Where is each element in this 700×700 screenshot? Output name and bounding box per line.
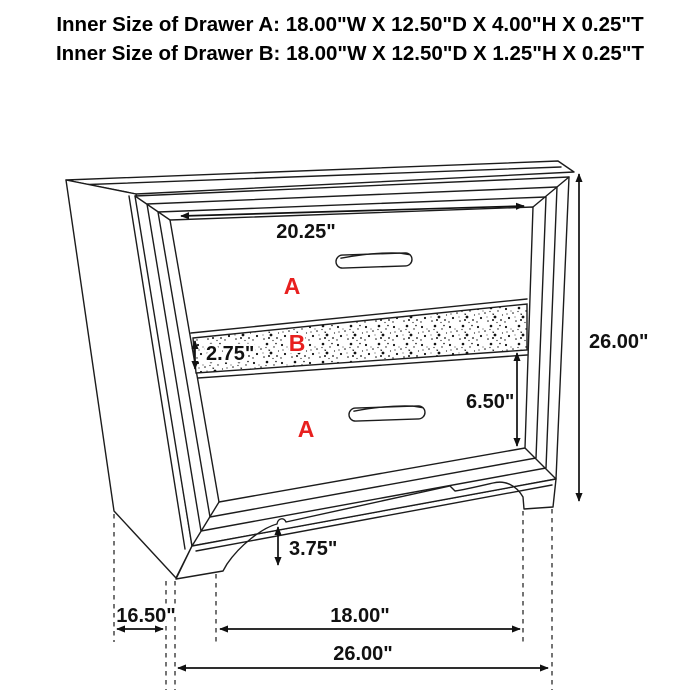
header-line-drawer-a: Inner Size of Drawer A: 18.00"W X 12.50"D X 4.00"H X 0.25"T xyxy=(56,13,644,36)
label-bottom-inner-height: 6.50" xyxy=(466,391,515,413)
drawer-a-bottom-handle xyxy=(349,405,425,421)
drawer-a-top-label: A xyxy=(283,273,301,299)
header-line-drawer-b: Inner Size of Drawer B: 18.00"W X 12.50"D X 1.25"H X 0.25"T xyxy=(55,42,645,65)
label-inner-bottom-width: 18.00" xyxy=(330,605,390,627)
label-middle-drawer-height: 2.75" xyxy=(206,343,255,365)
drawer-a-bottom-label: A xyxy=(297,416,315,442)
label-side-depth: 16.50" xyxy=(116,605,176,627)
drawer-b-label: B xyxy=(288,330,306,356)
label-overall-height: 26.00" xyxy=(589,331,649,353)
drawer-a-top-handle xyxy=(336,252,412,268)
label-leg-height: 3.75" xyxy=(289,538,338,560)
label-inner-top-width: 20.25" xyxy=(276,221,336,243)
label-overall-width: 26.00" xyxy=(333,643,393,665)
